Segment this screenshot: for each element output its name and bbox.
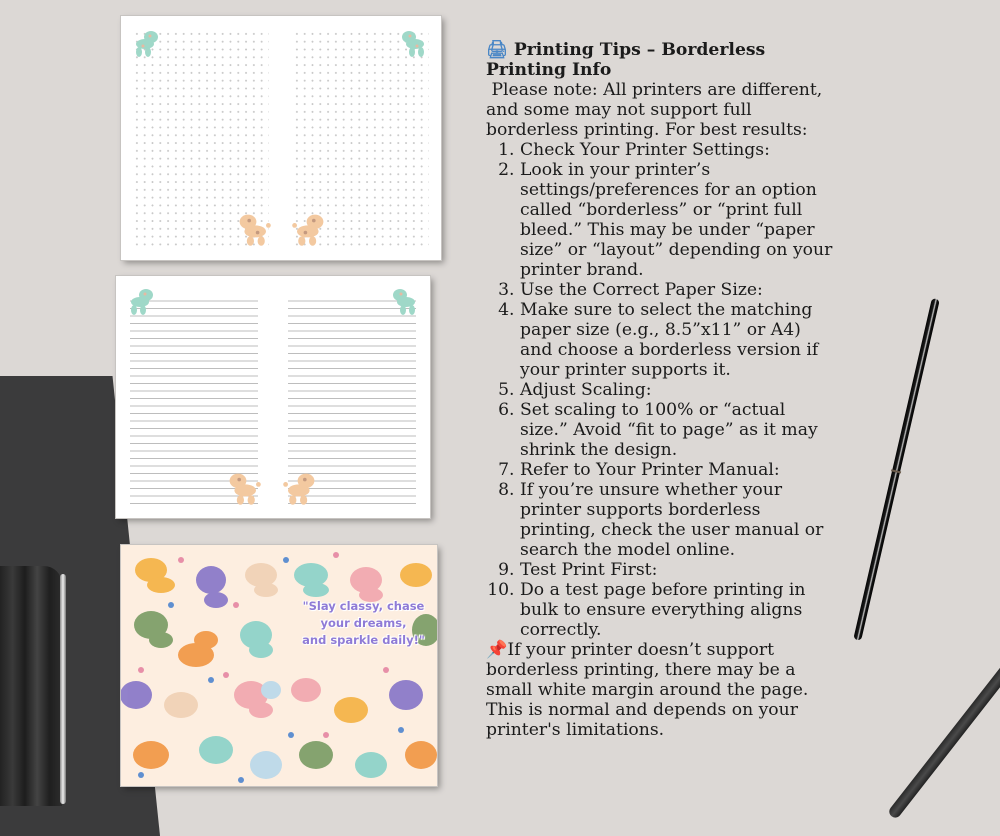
tips-intro: Please note: All printers are different, and some may not support full borderless printing. For best results:: [486, 80, 828, 140]
tips-note-text: If your printer doesn’t support borderless printing, there may be a small white margin around the page. This is normal and depends on your printer's limitations.: [486, 640, 809, 740]
lined-page-preview: [116, 276, 430, 518]
pattern-cover-preview: [121, 545, 437, 786]
peach-balloon-dog-icon: [282, 470, 318, 506]
quote-line-2: your dreams,: [320, 616, 407, 630]
quote-line-1: "Slay classy, chase: [302, 599, 425, 613]
tips-title-text: Printing Tips – Borderless Printing Info: [486, 40, 766, 80]
tips-note: [486, 640, 836, 740]
second-pen: [887, 655, 1000, 820]
tip-step: 5. Adjust Scaling:: [520, 380, 836, 400]
pen: [853, 298, 940, 641]
tip-step: 10. Do a test page before printing in bulk to ensure everything aligns correctly.: [520, 580, 836, 640]
mint-balloon-dog-icon: [399, 28, 429, 58]
quote-line-3: and sparkle daily!": [302, 633, 425, 647]
mint-balloon-dog-icon: [390, 286, 420, 316]
printer-icon: 🖨: [486, 40, 508, 60]
dot-grid-page-preview: [121, 16, 441, 260]
tip-step: 9. Test Print First:: [520, 560, 836, 580]
tips-steps-list: [486, 140, 836, 640]
peach-balloon-dog-icon: [226, 470, 262, 506]
tip-step: 8. If you’re unsure whether your printer supports borderless printing, check the user manual or search the model online.: [520, 480, 836, 560]
peach-balloon-dog-icon: [236, 211, 272, 247]
tip-step: 3. Use the Correct Paper Size:: [520, 280, 836, 300]
tip-step: 4. Make sure to select the matching paper size (e.g., 8.5”x11” or A4) and choose a borderless version if your printer supports it.: [520, 300, 836, 380]
notebook-elastic-band: [0, 566, 62, 806]
tip-step: 1. Check Your Printer Settings:: [520, 140, 836, 160]
tips-title: [486, 40, 836, 80]
pen-ring: [891, 469, 901, 473]
peach-balloon-dog-icon: [291, 211, 327, 247]
pushpin-icon: 📌: [486, 640, 508, 660]
mint-balloon-dog-icon: [131, 28, 161, 58]
mint-balloon-dog-icon: [126, 286, 156, 316]
balloon-dog-pattern: [121, 545, 437, 786]
cover-quote: [296, 598, 431, 649]
tip-step: 6. Set scaling to 100% or “actual size.” Avoid “fit to page” as it may shrink the design.: [520, 400, 836, 460]
tip-step: 2. Look in your printer’s settings/preferences for an option called “borderless” or “print full bleed.” This may be under “paper size” or “layout” depending on your printer brand.: [520, 160, 836, 280]
printing-tips-panel: [486, 40, 836, 740]
tip-step: 7. Refer to Your Printer Manual:: [520, 460, 836, 480]
